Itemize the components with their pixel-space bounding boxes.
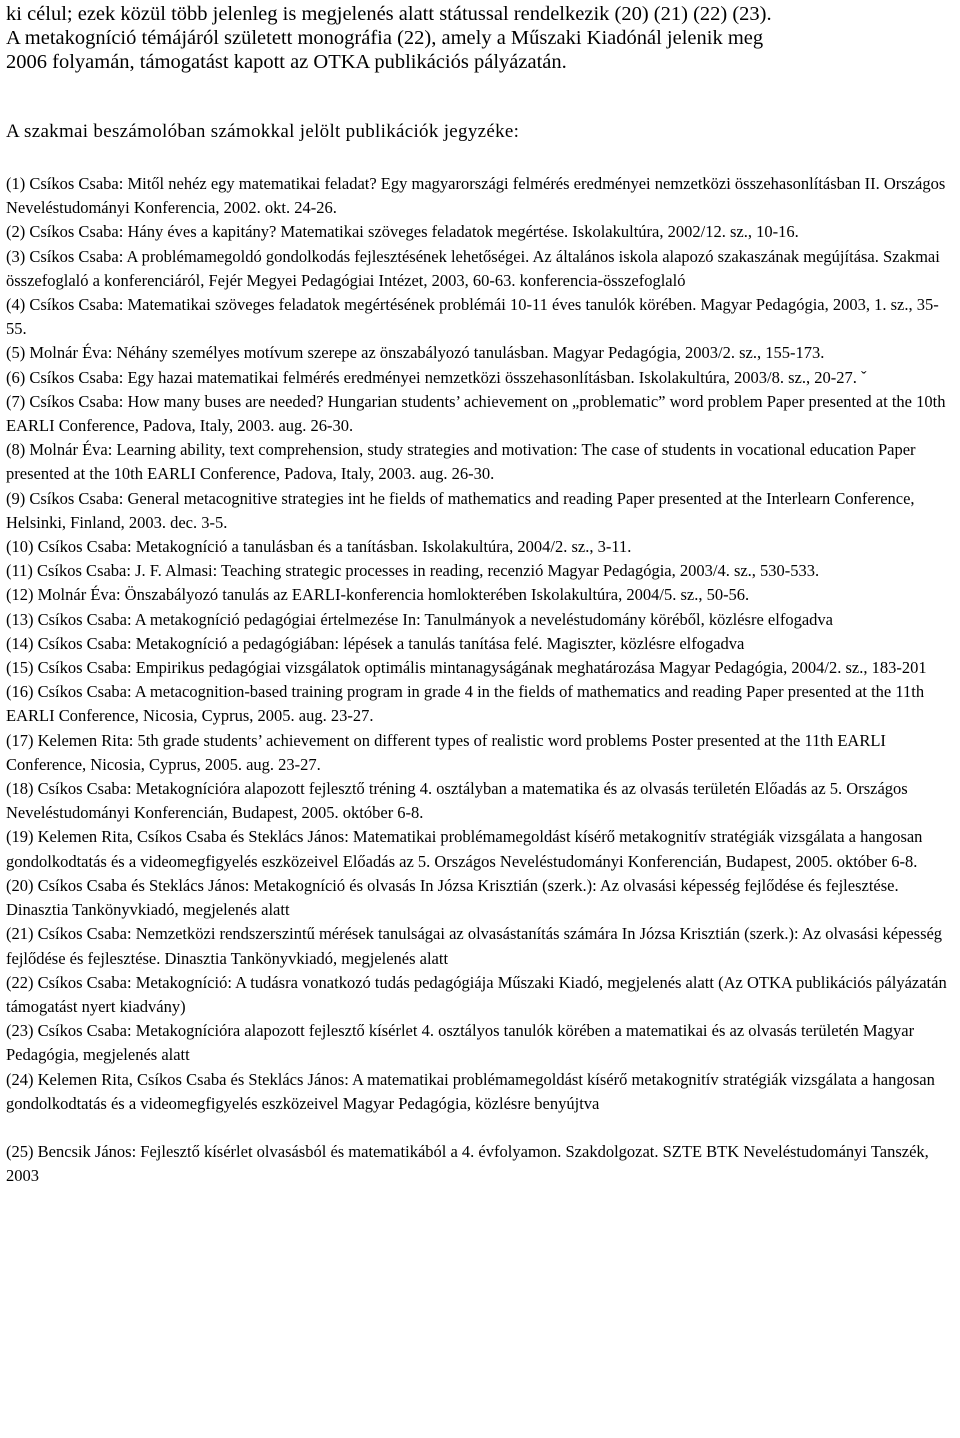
reference-item: (22) Csíkos Csaba: Metakogníció: A tudásra vonatkozó tudás pedagógiája Műszaki Kiadó, megjelenés alatt (Az OTKA publikációs pályázatán támogatást nyert kiadvány) (6, 972, 947, 1016)
intro-line-3: 2006 folyamán, támogatást kapott az OTKA publikációs pályázatán. (6, 51, 567, 73)
reference-item: (14) Csíkos Csaba: Metakogníció a pedagógiában: lépések a tanulás tanítása felé. Magiszter, közlésre elfogadva (6, 633, 745, 653)
reference-item: (13) Csíkos Csaba: A metakogníció pedagógiai értelmezése In: Tanulmányok a neveléstudomány köréből, közlésre elfogadva (6, 609, 833, 629)
reference-item: (15) Csíkos Csaba: Empirikus pedagógiai vizsgálatok optimális mintanagyságának meghatározása Magyar Pedagógia, 2004/2. sz., 183-201 (6, 658, 927, 678)
reference-item: (10) Csíkos Csaba: Metakogníció a tanulásban és a tanításban. Iskolakultúra, 2004/2. sz., 3-11. (6, 537, 632, 557)
reference-item: (4) Csíkos Csaba: Matematikai szöveges feladatok megértésének problémái 10-11 éves tanulók körében. Magyar Pedagógia, 2003, 1. sz., 35-55. (6, 295, 939, 339)
reference-item: (11) Csíkos Csaba: J. F. Almasi: Teaching strategic processes in reading, recenzió Magyar Pedagógia, 2003/4. sz., 530-533. (6, 561, 820, 581)
section-heading: A szakmai beszámolóban számokkal jelölt publikációk jegyzéke: (6, 121, 520, 142)
reference-item: (23) Csíkos Csaba: Metakognícióra alapozott fejlesztő kísérlet 4. osztályos tanulók körében a matematikai és az olvasás területén Magyar Pedagógia, megjelenés alatt (6, 1021, 915, 1065)
reference-item: (7) Csíkos Csaba: How many buses are needed? Hungarian students’ achievement on „problematic” word problem Paper presented at the 10th EARLI Conference, Padova, Italy, 2003. aug. 26-30. (6, 391, 946, 436)
reference-item: (18) Csíkos Csaba: Metakognícióra alapozott fejlesztő tréning 4. osztályban a matematika és az olvasás területén Előadás az 5. Országos Neveléstudományi Konferencián, Budapest, 2005. október 6-8. (6, 779, 908, 823)
reference-item: (17) Kelemen Rita: 5th grade students’ achievement on different types of realistic word problems Poster presented at the 11th EARLI Conference, Nicosia, Cyprus, 2005. aug. 23-27. (6, 730, 886, 774)
reference-item: (19) Kelemen Rita, Csíkos Csaba és Steklács János: Matematikai problémamegoldást kísérő metakognitív stratégiák vizsgálata a hangosan gondolkodtatás és a videomegfigyelés eszközeivel Előadás az 5. Országos Neveléstudományi Konferencián, Budapest, 2005. október 6-8. (6, 827, 923, 871)
reference-item: (21) Csíkos Csaba: Nemzetközi rendszerszintű mérések tanulságai az olvasástanítás számára In Józsa Krisztián (szerk.): Az olvasási képesség fejlődése és fejlesztése. Dinasztia Tankönyvkiadó, megjelenés alatt (6, 924, 943, 968)
reference-item: (20) Csíkos Csaba és Steklács János: Metakogníció és olvasás In Józsa Krisztián (szerk.): Az olvasási képesség fejlődése és fejlesztése. Dinasztia Tankönyvkiadó, megjelenés alatt (6, 875, 899, 920)
reference-item: (8) Molnár Éva: Learning ability, text comprehension, study strategies and motivation: The case of students in vocational education Paper presented at the 10th EARLI Conference, Padova, Italy, 2003. aug. 26-30. (6, 440, 916, 484)
reference-item: (9) Csíkos Csaba: General metacognitive strategies int he fields of mathematics and reading Paper presented at the Interlearn Conference, Helsinki, Finland, 2003. dec. 3-5. (6, 488, 915, 532)
intro-line-1: ki célul; ezek közül több jelenleg is megjelenés alatt státussal rendelkezik (20) (21) (22) (23). (6, 3, 772, 25)
reference-item: (25) Bencsik János: Fejlesztő kísérlet olvasásból és matematikából a 4. évfolyamon. Szakdolgozat. SZTE BTK Neveléstudományi Tanszék, 2003 (6, 1141, 929, 1186)
reference-item: (5) Molnár Éva: Néhány személyes motívum szerepe az önszabályozó tanulásban. Magyar Pedagógia, 2003/2. sz., 155-173. (6, 343, 825, 363)
reference-list (6, 172, 956, 1188)
intro-line-2: A metakogníció témájáról született monográfia (22), amely a Műszaki Kiadónál jelenik meg (6, 27, 764, 49)
reference-item: (1) Csíkos Csaba: Mitől nehéz egy matematikai feladat? Egy magyarországi felmérés eredményei nemzetközi összehasonlításban II. Országos Neveléstudományi Konferencia, 2002. okt. 24-26. (6, 174, 946, 218)
reference-item: (2) Csíkos Csaba: Hány éves a kapitány? Matematikai szöveges feladatok megértése. Iskolakultúra, 2002/12. sz., 10-16. (6, 222, 799, 242)
reference-item: (6) Csíkos Csaba: Egy hazai matematikai felmérés eredményei nemzetközi összehasonlításban. Iskolakultúra, 2003/8. sz., 20-27. ˇ (6, 367, 867, 387)
reference-item: (3) Csíkos Csaba: A problémamegoldó gondolkodás fejlesztésének lehetőségei. Az általános iskola alapozó szakaszának megújítása. Szakmai összefoglaló a konferenciáról, Fejér Megyei Pedagógiai Intézet, 2003, 60-63. konferencia-összefoglaló (6, 246, 940, 290)
reference-item: (24) Kelemen Rita, Csíkos Csaba és Steklács János: A matematikai problémamegoldást kísérő metakognitív stratégiák vizsgálata a hangosan gondolkodtatás és a videomegfigyelés eszközeivel Magyar Pedagógia, közlésre benyújtva (6, 1069, 935, 1113)
document-page (6, 0, 956, 1188)
reference-item: (12) Molnár Éva: Önszabályozó tanulás az EARLI-konferencia homlokterében Iskolakultúra, 2004/5. sz., 50-56. (6, 585, 750, 605)
intro-paragraph (6, 0, 956, 74)
reference-item: (16) Csíkos Csaba: A metacognition-based training program in grade 4 in the fields of mathematics and reading Paper presented at the 11th EARLI Conference, Nicosia, Cyprus, 2005. aug. 23-27. (6, 682, 925, 726)
